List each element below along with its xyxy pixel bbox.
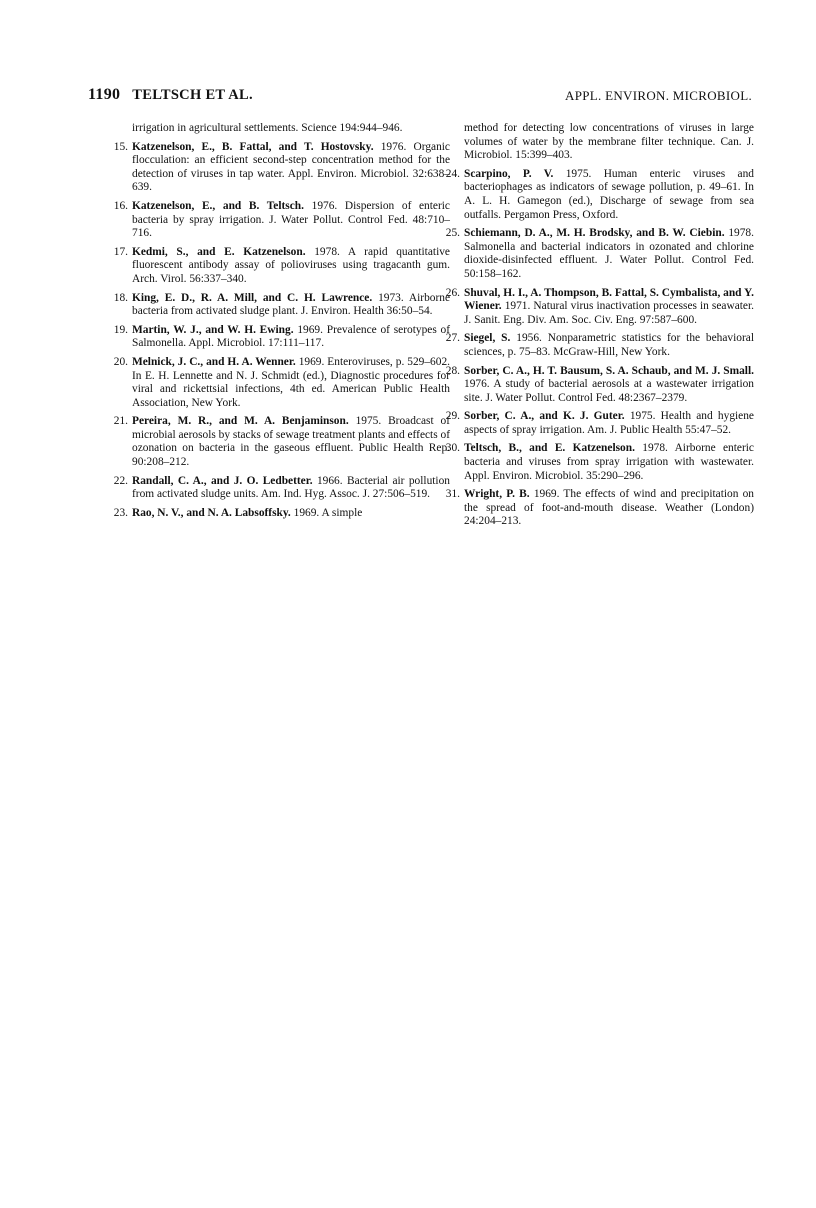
reference-text: 1969. Prevalence of serotypes of Salmonella. Appl. Microbiol. 17:111–117.	[132, 323, 451, 350]
reference-entry	[114, 122, 450, 136]
reference-text: 1969. Enteroviruses, p. 529–602. In E. H. Lennette and N. J. Schmidt (ed.), Diagnostic procedures for viral and rickettsial infections, 4th ed. American Public Health Association, New York.	[132, 355, 450, 409]
reference-text: 1969. The effects of wind and precipitation on the spread of foot-and-mouth disease. Weather (London) 24:204–213.	[464, 488, 754, 528]
reference-entry	[114, 246, 450, 287]
reference-text: method for detecting low concentrations of viruses in large volumes of water by the membrane filter technique. Can. J. Microbiol. 15:399–403.	[464, 122, 754, 162]
reference-entry	[446, 287, 754, 328]
reference-authors: Wright, P. B.	[464, 488, 530, 501]
reference-authors: King, E. D., R. A. Mill, and C. H. Lawrence.	[132, 291, 373, 304]
reference-number: 23.	[113, 506, 128, 519]
reference-authors: Shuval, H. I., A. Thompson, B. Fattal, S. Cymbalista, and Y. Wiener.	[464, 286, 754, 313]
reference-text: 1976. Organic flocculation: an efficient second-step concentration method for the detection of viruses in tap water. Appl. Environ. Microbiol. 32:638–639.	[132, 140, 450, 194]
reference-text: 1975. Broadcast of microbial aerosols by stacks of sewage treatment plants and effects of ozonation on bacteria in the gaseous effluent. Public Health Rep. 90:208–212.	[132, 415, 450, 469]
reference-entry	[446, 488, 754, 529]
reference-entry	[114, 475, 450, 502]
reference-number: 24.	[445, 167, 460, 180]
right-column	[446, 122, 754, 534]
reference-entry	[446, 227, 754, 281]
reference-text: 1975. Health and hygiene aspects of spray irrigation. Am. J. Public Health 55:47–52.	[464, 410, 754, 436]
reference-entry	[114, 356, 450, 410]
reference-authors: Martin, W. J., and W. H. Ewing.	[132, 323, 294, 336]
reference-text: 1975. Human enteric viruses and bacteriophages as indicators of sewage pollution, p. 49–61. In A. L. H. Gamegon (ed.), Discharge of sewage from sea outfalls. Pergamon Press, Oxford.	[464, 167, 754, 221]
reference-number: 16.	[113, 199, 128, 212]
running-authors: TELTSCH ET AL.	[132, 87, 253, 103]
reference-entry	[446, 365, 754, 406]
reference-authors: Randall, C. A., and J. O. Ledbetter.	[132, 474, 313, 487]
reference-text: irrigation in agricultural settlements. Science 194:944–946.	[132, 122, 403, 134]
reference-number: 21.	[113, 415, 128, 428]
reference-authors: Teltsch, B., and E. Katzenelson.	[464, 442, 635, 455]
reference-entry	[114, 324, 450, 351]
reference-authors: Sorber, C. A., and K. J. Guter.	[464, 410, 625, 423]
reference-entry	[114, 200, 450, 241]
page-number: 1190	[88, 86, 121, 103]
reference-text: 1971. Natural virus inactivation processes in seawater. J. Sanit. Eng. Div. Am. Soc. Civ. Eng. 97:587–600.	[464, 300, 754, 326]
reference-text: 1976. A study of bacterial aerosols at a wastewater irrigation site. J. Water Pollut. Control Fed. 48:2367–2379.	[464, 378, 754, 404]
reference-number: 30.	[445, 442, 460, 455]
reference-text: 1978. A rapid quantitative fluorescent antibody assay of polioviruses using tragacanth gum. Arch. Virol. 56:337–340.	[132, 245, 450, 285]
reference-text: 1978. Airborne enteric bacteria and viruses from spray irrigation with wastewater. Appl. Environ. Microbiol. 35:290–296.	[464, 442, 754, 482]
reference-authors: Sorber, C. A., H. T. Bausum, S. A. Schaub, and M. J. Small.	[464, 364, 754, 377]
journal-title: APPL. ENVIRON. MICROBIOL.	[565, 88, 752, 103]
reference-number: 20.	[113, 355, 128, 368]
reference-authors: Pereira, M. R., and M. A. Benjaminson.	[132, 415, 349, 428]
reference-number: 28.	[445, 364, 460, 377]
reference-text: 1969. A simple	[293, 506, 363, 519]
reference-authors: Kedmi, S., and E. Katzenelson.	[132, 245, 306, 258]
reference-number: 17.	[113, 245, 128, 258]
reference-text: 1966. Bacterial air pollution from activated sludge units. Am. Ind. Hyg. Assoc. J. 27:506–519.	[132, 474, 450, 501]
reference-text: 1956. Nonparametric statistics for the behavioral sciences, p. 75–83. McGraw-Hill, New York.	[464, 332, 754, 358]
reference-authors: Scarpino, P. V.	[464, 167, 554, 180]
page-header	[88, 86, 752, 104]
reference-entry	[114, 507, 450, 521]
reference-number: 22.	[113, 474, 128, 487]
reference-entry	[446, 168, 754, 222]
reference-text: 1973. Airborne bacteria from activated sludge plant. J. Environ. Health 36:50–54.	[132, 291, 451, 318]
reference-number: 25.	[445, 227, 460, 240]
reference-entry	[114, 292, 450, 319]
reference-number: 26.	[445, 286, 460, 299]
reference-text: 1978. Salmonella and bacterial indicators in ozonated and chlorine dioxide-disinfected effluent. J. Water Pollut. Control Fed. 50:158–162.	[464, 227, 754, 280]
reference-number: 29.	[445, 410, 460, 423]
reference-authors: Rao, N. V., and N. A. Labsoffsky.	[132, 506, 291, 519]
reference-authors: Katzenelson, E., B. Fattal, and T. Hostovsky.	[132, 140, 374, 153]
reference-entry	[446, 122, 754, 163]
reference-authors: Melnick, J. C., and H. A. Wenner.	[132, 355, 296, 368]
reference-entry	[446, 332, 754, 359]
reference-entry	[114, 415, 450, 469]
reference-number: 19.	[113, 323, 128, 336]
reference-text: 1976. Dispersion of enteric bacteria by spray irrigation. J. Water Pollut. Control Fed. 48:710–716.	[132, 199, 450, 240]
reference-entry	[446, 442, 754, 483]
reference-number: 27.	[445, 332, 460, 345]
reference-number: 18.	[113, 291, 128, 304]
left-column	[114, 122, 450, 525]
reference-number: 31.	[445, 488, 460, 501]
reference-entry	[114, 141, 450, 195]
reference-authors: Siegel, S.	[464, 332, 511, 345]
reference-authors: Katzenelson, E., and B. Teltsch.	[132, 199, 304, 212]
reference-authors: Schiemann, D. A., M. H. Brodsky, and B. W. Ciebin.	[464, 227, 725, 240]
reference-number: 15.	[113, 140, 128, 153]
reference-entry	[446, 410, 754, 437]
